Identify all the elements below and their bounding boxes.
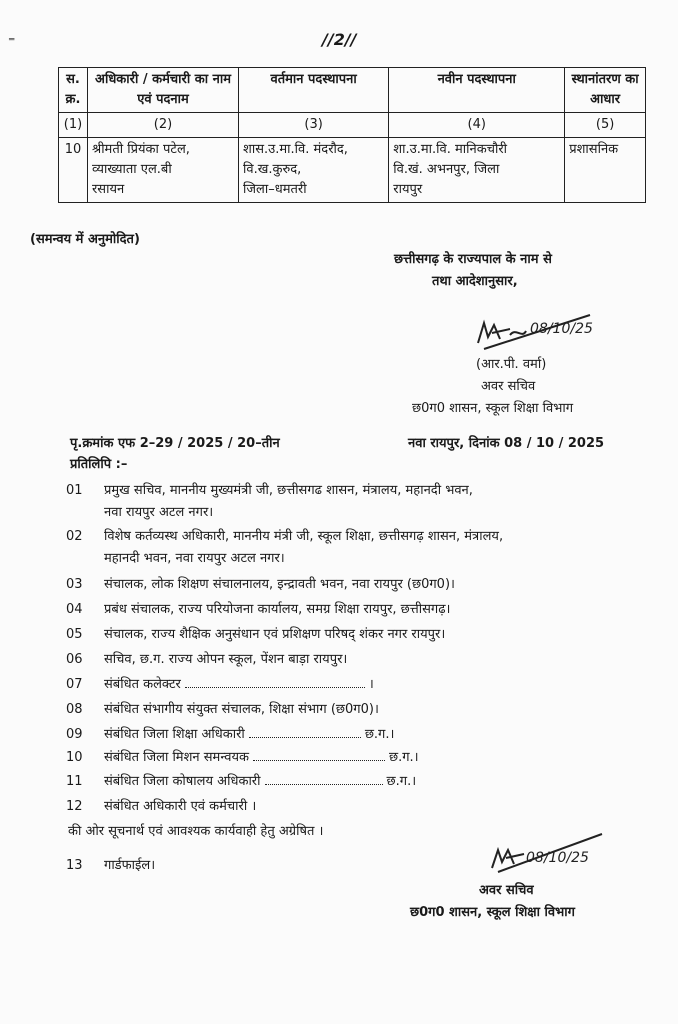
item-text: संबंधित जिला कोषालय अधिकारी छ.ग.। bbox=[104, 774, 417, 789]
item-text: संबंधित अधिकारी एवं कर्मचारी । bbox=[104, 799, 257, 814]
item-text: संबंधित संभागीय संयुक्त संचालक, शिक्षा संभाग (छ0ग0)। bbox=[104, 702, 379, 717]
signature-date: 08/10/25 bbox=[526, 850, 589, 866]
margin-mark: ⁼ bbox=[8, 34, 16, 50]
order-line: तथा आदेशानुसार, bbox=[432, 274, 518, 289]
item-text: संचालक, लोक शिक्षण संचालनालय, इन्द्रावती भवन, नवा रायपुर (छ0ग0)। bbox=[104, 577, 455, 592]
item-number: 09 bbox=[66, 727, 83, 742]
header-basis: स्थानांतरण का आधार bbox=[565, 68, 646, 113]
row-name-line: व्याख्याता एल.बी bbox=[91, 162, 172, 177]
row-name-line: रसायन bbox=[91, 182, 125, 197]
item-text: सचिव, छ.ग. राज्य ओपन स्कूल, पेंशन बाड़ा रायपुर। bbox=[104, 652, 348, 667]
row-new-line: वि.खं. अभनपुर, जिला bbox=[393, 162, 500, 177]
copy-to-heading: प्रतिलिपि :– bbox=[70, 457, 128, 472]
signatory-department: छ0ग0 शासन, स्कूल शिक्षा विभाग bbox=[412, 401, 574, 416]
page-number: //2// bbox=[322, 30, 357, 49]
item-number: 10 bbox=[66, 750, 83, 765]
signature-2 bbox=[482, 826, 632, 880]
item-number: 12 bbox=[66, 799, 83, 814]
column-number-row bbox=[59, 113, 646, 138]
item-number: 05 bbox=[66, 627, 83, 642]
item-number: 06 bbox=[66, 652, 83, 667]
col-number: (2) bbox=[87, 113, 238, 138]
item-text: विशेष कर्तव्यस्थ अधिकारी, माननीय मंत्री जी, स्कूल शिक्षा, छत्तीसगढ़ शासन, मंत्रालय, bbox=[104, 529, 504, 544]
row-new-line: रायपुर bbox=[393, 182, 423, 197]
forward-note: की ओर सूचनार्थ एवं आवश्यक कार्यवाही हेतु अग्रेषित । bbox=[68, 824, 324, 839]
row-name bbox=[87, 138, 238, 203]
item-text: प्रमुख सचिव, माननीय मुख्यमंत्री जी, छत्तीसगढ शासन, मंत्रालय, महानदी भवन, bbox=[104, 483, 473, 498]
col-number: (4) bbox=[389, 113, 565, 138]
row-current-posting bbox=[239, 138, 389, 203]
row-sno: 10 bbox=[59, 138, 88, 203]
signature-1 bbox=[470, 305, 620, 355]
item-text: प्रबंध संचालक, राज्य परियोजना कार्यालय, समग्र शिक्षा रायपुर, छत्तीसगढ़। bbox=[104, 602, 451, 617]
item-text: महानदी भवन, नवा रायपुर अटल नगर। bbox=[104, 551, 285, 566]
table-row bbox=[59, 138, 646, 203]
footer-department: छ0ग0 शासन, स्कूल शिक्षा विभाग bbox=[410, 905, 575, 920]
signatory-name: (आर.पी. वर्मा) bbox=[476, 357, 547, 372]
header-new-posting: नवीन पदस्थापना bbox=[389, 68, 565, 113]
footer-designation: अवर सचिव bbox=[479, 883, 534, 898]
item-number: 02 bbox=[66, 529, 83, 544]
row-name-line: श्रीमती प्रियंका पटेल, bbox=[91, 142, 190, 157]
item-number: 11 bbox=[66, 774, 83, 789]
col-number: (5) bbox=[565, 113, 646, 138]
item-number: 07 bbox=[66, 677, 83, 692]
header-name: अधिकारी / कर्मचारी का नाम एवं पदनाम bbox=[87, 68, 238, 113]
header-sno: स. क्र. bbox=[59, 68, 88, 113]
col-number: (3) bbox=[239, 113, 389, 138]
item-text: संचालक, राज्य शैक्षिक अनुसंधान एवं प्रशिक्षण परिषद् शंकर नगर रायपुर। bbox=[104, 627, 446, 642]
row-current-line: वि.ख.कुरुद, bbox=[243, 162, 302, 177]
place-date: नवा रायपुर, दिनांक 08 / 10 / 2025 bbox=[408, 436, 605, 451]
order-line: छत्तीसगढ़ के राज्यपाल के नाम से bbox=[394, 252, 552, 267]
item-number: 13 bbox=[66, 858, 83, 873]
item-number: 08 bbox=[66, 702, 83, 717]
item-number: 03 bbox=[66, 577, 83, 592]
row-basis: प्रशासनिक bbox=[565, 138, 646, 203]
col-number: (1) bbox=[59, 113, 88, 138]
item-text: संबंधित जिला मिशन समन्वयक छ.ग.। bbox=[104, 750, 419, 765]
item-text: नवा रायपुर अटल नगर। bbox=[104, 505, 214, 520]
signature-date: 08/10/25 bbox=[530, 321, 593, 337]
item-text: संबंधित कलेक्टर । bbox=[104, 677, 374, 692]
transfer-table bbox=[58, 67, 646, 203]
item-text: गार्डफाईल। bbox=[104, 858, 156, 873]
item-number: 01 bbox=[66, 483, 83, 498]
row-new-posting bbox=[389, 138, 565, 203]
endorsement-number: पृ.क्रमांक एफ 2–29 / 2025 / 20–तीन bbox=[70, 436, 280, 451]
header-current-posting: वर्तमान पदस्थापना bbox=[239, 68, 389, 113]
approval-note: (समन्वय में अनुमोदित) bbox=[30, 232, 140, 247]
item-text: संबंधित जिला शिक्षा अधिकारी छ.ग.। bbox=[104, 727, 395, 742]
row-current-line: शास.उ.मा.वि. मंदरौद, bbox=[243, 142, 348, 157]
item-number: 04 bbox=[66, 602, 83, 617]
signatory-designation: अवर सचिव bbox=[481, 379, 536, 394]
row-new-line: शा.उ.मा.वि. मानिकचौरी bbox=[393, 142, 508, 157]
row-current-line: जिला–धमतरी bbox=[243, 182, 307, 197]
